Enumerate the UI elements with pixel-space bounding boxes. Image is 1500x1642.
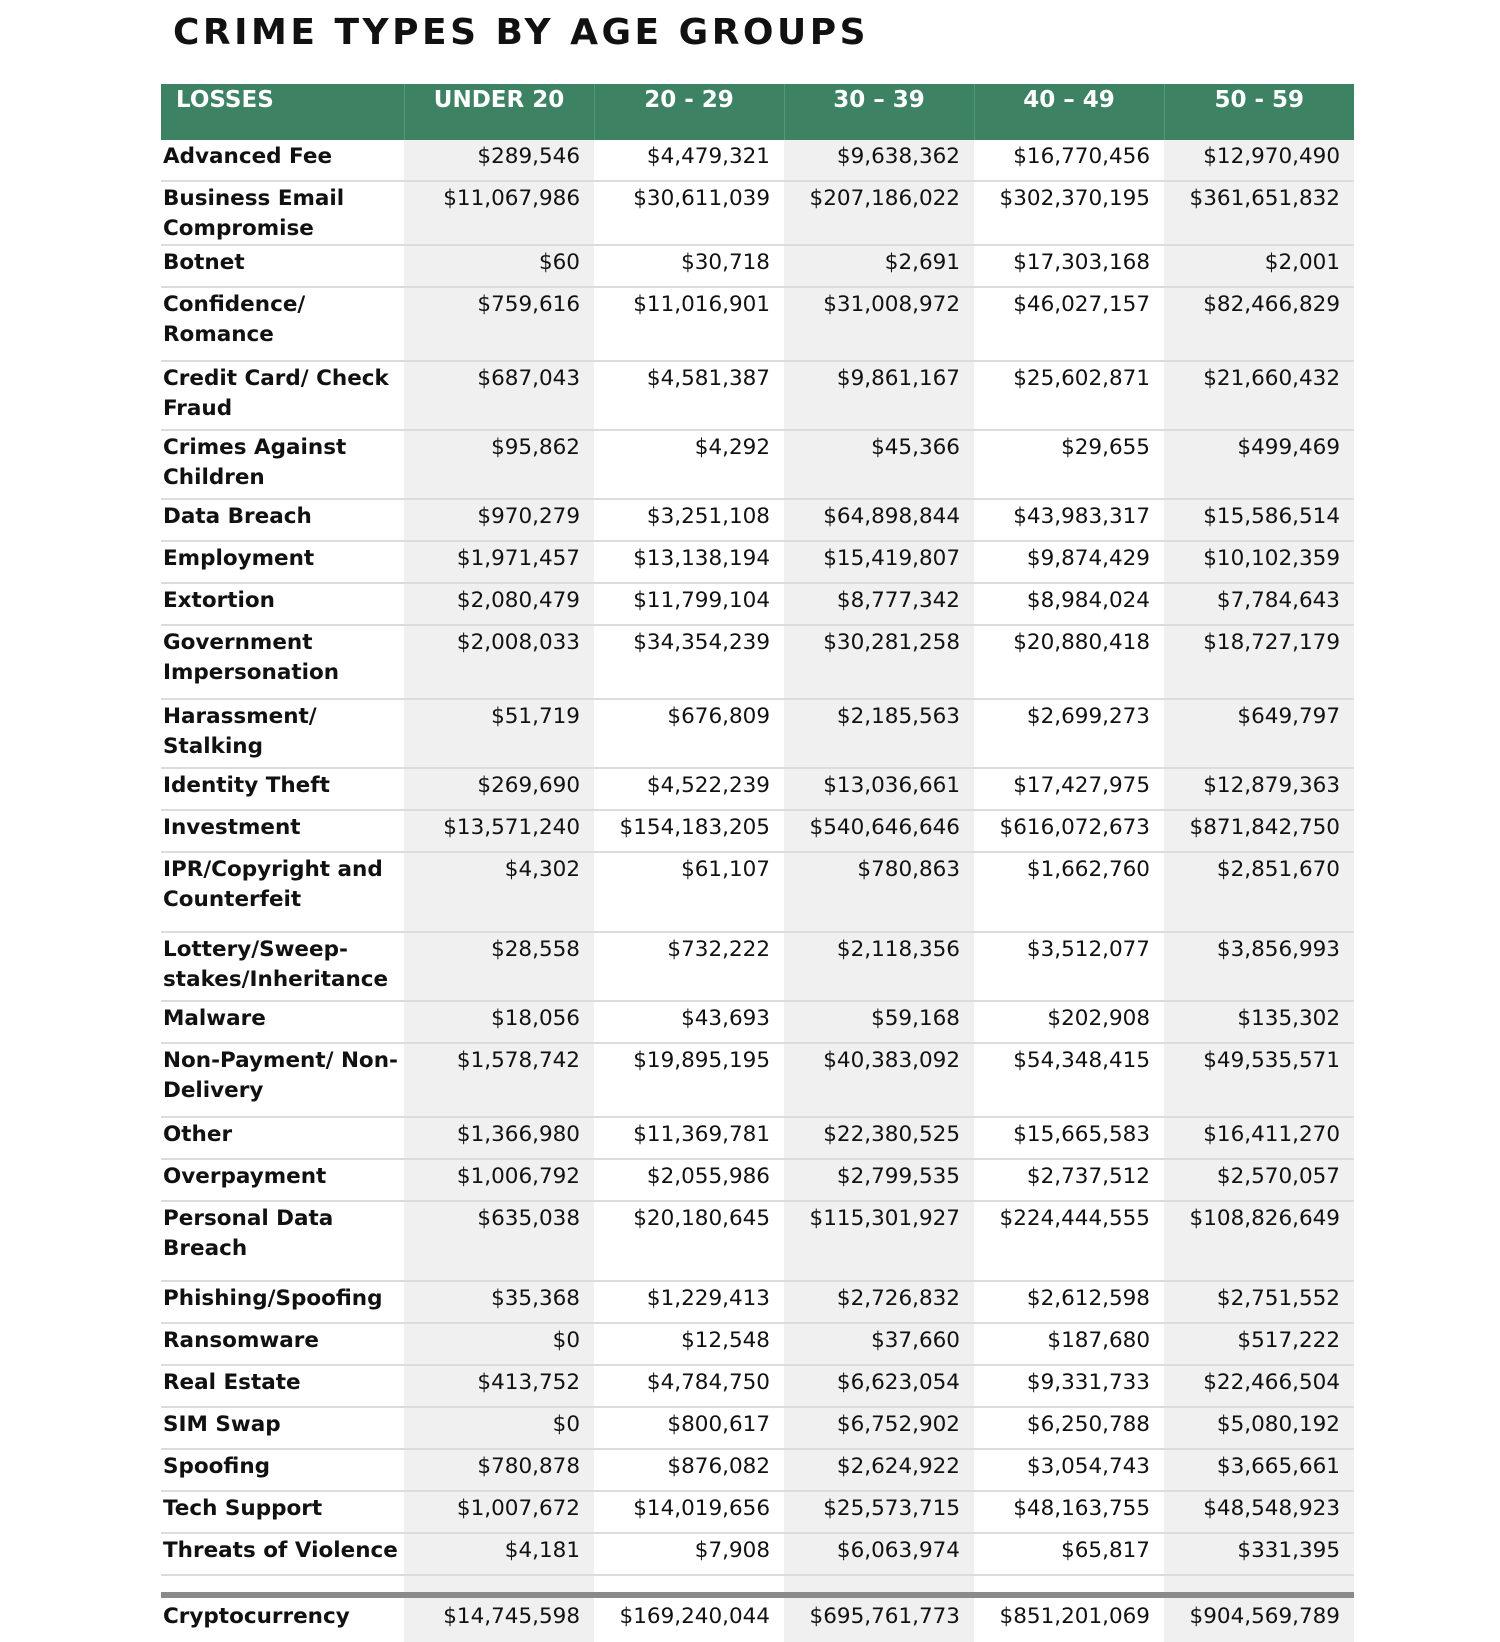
table-row [161,1201,1354,1281]
spacer-cell [1164,1575,1354,1595]
loss-value-cell: $4,784,750 [594,1365,784,1407]
loss-value-cell: $224,444,555 [974,1201,1164,1281]
loss-value-cell: $9,331,733 [974,1365,1164,1407]
column-header-age: 40 – 49 [974,84,1164,140]
loss-value-cell: $851,201,069 [974,1595,1164,1642]
crime-type-cell: Malware [161,1001,404,1043]
loss-value-cell: $4,302 [404,852,594,932]
loss-value-cell: $2,080,479 [404,583,594,625]
loss-value-cell: $2,570,057 [1164,1159,1354,1201]
loss-value-cell: $25,573,715 [784,1491,974,1533]
table-row [161,583,1354,625]
loss-value-cell: $35,368 [404,1281,594,1323]
column-header-age: 20 - 29 [594,84,784,140]
table-header [161,84,1354,140]
loss-value-cell: $616,072,673 [974,810,1164,852]
loss-value-cell: $676,809 [594,699,784,768]
loss-value-cell: $29,655 [974,430,1164,499]
table-row [161,1449,1354,1491]
spacer-cell [784,1575,974,1595]
loss-value-cell: $970,279 [404,499,594,541]
loss-value-cell: $25,602,871 [974,361,1164,430]
spacer-cell [404,1575,594,1595]
crime-type-cell: Government Impersonation [161,625,404,699]
loss-value-cell: $269,690 [404,768,594,810]
loss-value-cell: $3,856,993 [1164,932,1354,1001]
loss-value-cell: $48,163,755 [974,1491,1164,1533]
loss-value-cell: $1,366,980 [404,1117,594,1159]
crime-type-cell: Lottery/Sweep-stakes/Inheritance [161,932,404,1001]
crime-type-cell: Employment [161,541,404,583]
column-header-age: UNDER 20 [404,84,594,140]
loss-value-cell: $635,038 [404,1201,594,1281]
loss-value-cell: $4,581,387 [594,361,784,430]
loss-value-cell: $1,971,457 [404,541,594,583]
loss-value-cell: $45,366 [784,430,974,499]
loss-value-cell: $28,558 [404,932,594,1001]
loss-value-cell: $15,665,583 [974,1117,1164,1159]
table-row [161,1407,1354,1449]
crime-type-cell: Credit Card/ Check Fraud [161,361,404,430]
table-row [161,768,1354,810]
loss-value-cell: $687,043 [404,361,594,430]
loss-value-cell: $0 [404,1323,594,1365]
table-row [161,1281,1354,1323]
loss-value-cell: $540,646,646 [784,810,974,852]
crime-type-cell: Overpayment [161,1159,404,1201]
table-row [161,1365,1354,1407]
loss-value-cell: $800,617 [594,1407,784,1449]
loss-value-cell: $20,180,645 [594,1201,784,1281]
crime-type-cell: Non-Payment/ Non-Delivery [161,1043,404,1117]
loss-value-cell: $9,874,429 [974,541,1164,583]
loss-value-cell: $2,699,273 [974,699,1164,768]
loss-value-cell: $18,727,179 [1164,625,1354,699]
table-row [161,1159,1354,1201]
loss-value-cell: $14,745,598 [404,1595,594,1642]
table-row [161,140,1354,181]
table-row [161,1117,1354,1159]
column-header-age: 30 – 39 [784,84,974,140]
loss-value-cell: $30,718 [594,245,784,287]
loss-value-cell: $876,082 [594,1449,784,1491]
loss-value-cell: $695,761,773 [784,1595,974,1642]
table-row [161,430,1354,499]
footer-row-cryptocurrency [161,1595,1354,1642]
loss-value-cell: $1,007,672 [404,1491,594,1533]
loss-value-cell: $2,612,598 [974,1281,1164,1323]
loss-value-cell: $6,063,974 [784,1533,974,1575]
loss-value-cell: $11,016,901 [594,287,784,361]
loss-value-cell: $4,479,321 [594,140,784,181]
loss-value-cell: $40,383,092 [784,1043,974,1117]
loss-value-cell: $1,578,742 [404,1043,594,1117]
loss-value-cell: $331,395 [1164,1533,1354,1575]
loss-value-cell: $8,984,024 [974,583,1164,625]
loss-value-cell: $649,797 [1164,699,1354,768]
loss-value-cell: $1,006,792 [404,1159,594,1201]
loss-value-cell: $3,665,661 [1164,1449,1354,1491]
loss-value-cell: $115,301,927 [784,1201,974,1281]
loss-value-cell: $48,548,923 [1164,1491,1354,1533]
spacer-cell [974,1575,1164,1595]
loss-value-cell: $21,660,432 [1164,361,1354,430]
loss-value-cell: $517,222 [1164,1323,1354,1365]
table-row [161,1533,1354,1575]
loss-value-cell: $12,970,490 [1164,140,1354,181]
loss-value-cell: $6,623,054 [784,1365,974,1407]
table-row [161,245,1354,287]
loss-value-cell: $3,512,077 [974,932,1164,1001]
crime-type-cell: Ransomware [161,1323,404,1365]
loss-value-cell: $51,719 [404,699,594,768]
table-row [161,1001,1354,1043]
loss-value-cell: $759,616 [404,287,594,361]
loss-value-cell: $64,898,844 [784,499,974,541]
loss-value-cell: $135,302 [1164,1001,1354,1043]
loss-value-cell: $2,851,670 [1164,852,1354,932]
loss-value-cell: $413,752 [404,1365,594,1407]
loss-value-cell: $499,469 [1164,430,1354,499]
loss-value-cell: $187,680 [974,1323,1164,1365]
loss-value-cell: $9,638,362 [784,140,974,181]
loss-value-cell: $2,055,986 [594,1159,784,1201]
crime-type-cell: Threats of Violence [161,1533,404,1575]
loss-value-cell: $2,737,512 [974,1159,1164,1201]
losses-table [161,84,1354,1642]
loss-value-cell: $9,861,167 [784,361,974,430]
loss-value-cell: $10,102,359 [1164,541,1354,583]
loss-value-cell: $11,799,104 [594,583,784,625]
loss-value-cell: $8,777,342 [784,583,974,625]
loss-value-cell: $0 [404,1407,594,1449]
loss-value-cell: $780,878 [404,1449,594,1491]
loss-value-cell: $16,770,456 [974,140,1164,181]
loss-value-cell: $2,008,033 [404,625,594,699]
loss-value-cell: $2,001 [1164,245,1354,287]
loss-value-cell: $12,548 [594,1323,784,1365]
loss-value-cell: $1,229,413 [594,1281,784,1323]
loss-value-cell: $15,586,514 [1164,499,1354,541]
table-row [161,1491,1354,1533]
loss-value-cell: $3,054,743 [974,1449,1164,1491]
crime-type-cell: Extortion [161,583,404,625]
loss-value-cell: $43,983,317 [974,499,1164,541]
loss-value-cell: $12,879,363 [1164,768,1354,810]
table-row [161,541,1354,583]
loss-value-cell: $37,660 [784,1323,974,1365]
crime-type-cell: Advanced Fee [161,140,404,181]
loss-value-cell: $154,183,205 [594,810,784,852]
loss-value-cell: $2,751,552 [1164,1281,1354,1323]
loss-value-cell: $18,056 [404,1001,594,1043]
loss-value-cell: $13,138,194 [594,541,784,583]
loss-value-cell: $3,251,108 [594,499,784,541]
loss-value-cell: $108,826,649 [1164,1201,1354,1281]
table-row [161,699,1354,768]
loss-value-cell: $11,369,781 [594,1117,784,1159]
loss-value-cell: $7,908 [594,1533,784,1575]
loss-value-cell: $904,569,789 [1164,1595,1354,1642]
crime-type-cell: SIM Swap [161,1407,404,1449]
loss-value-cell: $61,107 [594,852,784,932]
loss-value-cell: $6,752,902 [784,1407,974,1449]
crime-type-cell: Crimes Against Children [161,430,404,499]
crime-type-cell: Spoofing [161,1449,404,1491]
header-row [161,84,1354,140]
loss-value-cell: $2,726,832 [784,1281,974,1323]
crime-type-cell: Personal Data Breach [161,1201,404,1281]
loss-value-cell: $202,908 [974,1001,1164,1043]
table-row [161,361,1354,430]
loss-value-cell: $14,019,656 [594,1491,784,1533]
loss-value-cell: $30,281,258 [784,625,974,699]
loss-value-cell: $2,691 [784,245,974,287]
spacer-row [161,1575,1354,1595]
crime-type-cell: Botnet [161,245,404,287]
crime-type-cell: Confidence/ Romance [161,287,404,361]
page-title: CRIME TYPES BY AGE GROUPS [173,12,870,53]
loss-value-cell: $65,817 [974,1533,1164,1575]
loss-value-cell: $302,370,195 [974,181,1164,245]
spacer-cell [161,1575,404,1595]
loss-value-cell: $60 [404,245,594,287]
loss-value-cell: $732,222 [594,932,784,1001]
column-header-age: 50 - 59 [1164,84,1354,140]
loss-value-cell: $22,466,504 [1164,1365,1354,1407]
crime-type-cell: Other [161,1117,404,1159]
table-row [161,810,1354,852]
loss-value-cell: $2,624,922 [784,1449,974,1491]
loss-value-cell: $4,292 [594,430,784,499]
table-row [161,625,1354,699]
loss-value-cell: $289,546 [404,140,594,181]
spacer-cell [594,1575,784,1595]
loss-value-cell: $22,380,525 [784,1117,974,1159]
loss-value-cell: $34,354,239 [594,625,784,699]
loss-value-cell: $207,186,022 [784,181,974,245]
crime-type-cell: Investment [161,810,404,852]
table-row [161,932,1354,1001]
loss-value-cell: $7,784,643 [1164,583,1354,625]
crime-type-cell: Identity Theft [161,768,404,810]
loss-value-cell: $17,427,975 [974,768,1164,810]
loss-value-cell: $95,862 [404,430,594,499]
loss-value-cell: $13,036,661 [784,768,974,810]
table-row [161,852,1354,932]
loss-value-cell: $4,181 [404,1533,594,1575]
loss-value-cell: $11,067,986 [404,181,594,245]
crime-type-cell: Phishing/Spoofing [161,1281,404,1323]
loss-value-cell: $43,693 [594,1001,784,1043]
table-row [161,1323,1354,1365]
crime-type-cell: IPR/Copyright and Counterfeit [161,852,404,932]
crime-type-cell: Data Breach [161,499,404,541]
table-row [161,181,1354,245]
loss-value-cell: $31,008,972 [784,287,974,361]
loss-value-cell: $780,863 [784,852,974,932]
loss-value-cell: $82,466,829 [1164,287,1354,361]
loss-value-cell: $59,168 [784,1001,974,1043]
loss-value-cell: $5,080,192 [1164,1407,1354,1449]
loss-value-cell: $2,185,563 [784,699,974,768]
loss-value-cell: $4,522,239 [594,768,784,810]
loss-value-cell: $30,611,039 [594,181,784,245]
loss-value-cell: $16,411,270 [1164,1117,1354,1159]
loss-value-cell: $17,303,168 [974,245,1164,287]
crime-type-cell: Harassment/ Stalking [161,699,404,768]
table-body [161,140,1354,1642]
loss-value-cell: $15,419,807 [784,541,974,583]
loss-value-cell: $1,662,760 [974,852,1164,932]
table-row [161,1043,1354,1117]
loss-value-cell: $169,240,044 [594,1595,784,1642]
table-row [161,499,1354,541]
loss-value-cell: $19,895,195 [594,1043,784,1117]
loss-value-cell: $49,535,571 [1164,1043,1354,1117]
crime-type-cell: Business Email Compromise [161,181,404,245]
loss-value-cell: $46,027,157 [974,287,1164,361]
crime-type-cell: Cryptocurrency [161,1595,404,1642]
crime-type-cell: Real Estate [161,1365,404,1407]
loss-value-cell: $13,571,240 [404,810,594,852]
loss-value-cell: $2,799,535 [784,1159,974,1201]
crime-type-cell: Tech Support [161,1491,404,1533]
table-row [161,287,1354,361]
loss-value-cell: $871,842,750 [1164,810,1354,852]
loss-value-cell: $54,348,415 [974,1043,1164,1117]
column-header-losses: LOSSES [161,84,404,140]
loss-value-cell: $361,651,832 [1164,181,1354,245]
loss-value-cell: $2,118,356 [784,932,974,1001]
loss-value-cell: $6,250,788 [974,1407,1164,1449]
loss-value-cell: $20,880,418 [974,625,1164,699]
